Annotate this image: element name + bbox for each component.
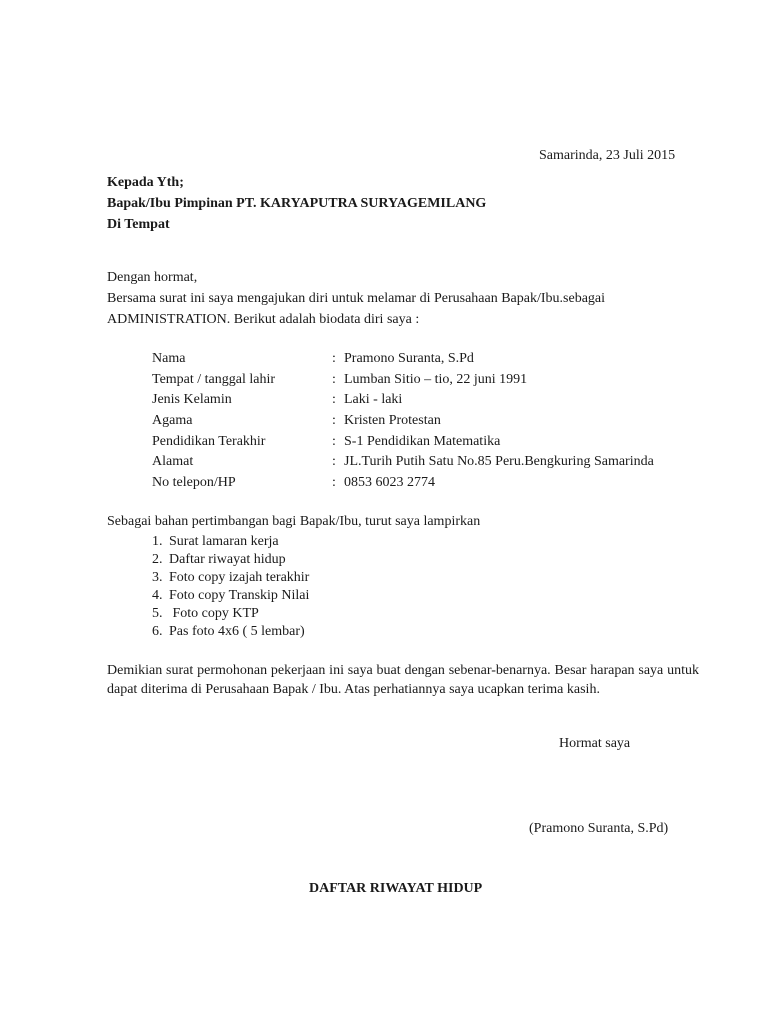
biodata-label: Agama [152, 413, 193, 428]
biodata-value: Laki - laki [344, 392, 403, 407]
intro-line-1: Bersama surat ini saya mengajukan diri untuk melamar di Perusahaan Bapak/Ibu.sebagai [107, 291, 606, 306]
biodata-colon: : [332, 475, 336, 490]
biodata-colon: : [332, 372, 336, 387]
list-item-text: Daftar riwayat hidup [169, 552, 286, 567]
biodata-colon: : [332, 351, 336, 366]
greeting: Dengan hormat, [107, 270, 198, 285]
biodata-label: Pendidikan Terakhir [152, 434, 266, 449]
list-item-text: Surat lamaran kerja [169, 534, 279, 549]
recipient-line-1: Kepada Yth; [107, 175, 184, 190]
list-item-number: 1. [152, 534, 163, 549]
list-item-text: Pas foto 4x6 ( 5 lembar) [169, 624, 305, 639]
biodata-value: S-1 Pendidikan Matematika [344, 434, 501, 449]
biodata-value: 0853 6023 2774 [344, 475, 435, 490]
biodata-value: Lumban Sitio – tio, 22 juni 1991 [344, 372, 528, 387]
biodata-label: No telepon/HP [152, 475, 236, 490]
list-item-number: 4. [152, 588, 163, 603]
list-item-text: Foto copy Transkip Nilai [169, 588, 310, 603]
intro-line-2: ADMINISTRATION. Berikut adalah biodata diri saya : [107, 312, 420, 327]
recipient-line-2: Bapak/Ibu Pimpinan PT. KARYAPUTRA SURYAGEMILANG [107, 196, 487, 211]
biodata-colon: : [332, 392, 336, 407]
signature-name: (Pramono Suranta, S.Pd) [529, 821, 669, 836]
biodata-value: JL.Turih Putih Satu No.85 Peru.Bengkuring Samarinda [344, 454, 654, 469]
biodata-label: Tempat / tanggal lahir [152, 372, 276, 387]
list-item-text: Foto copy izajah terakhir [169, 570, 310, 585]
biodata-colon: : [332, 434, 336, 449]
attachments-intro: Sebagai bahan pertimbangan bagi Bapak/Ibu, turut saya lampirkan [107, 514, 481, 529]
biodata-label: Jenis Kelamin [152, 392, 232, 407]
biodata-value: Pramono Suranta, S.Pd [344, 351, 474, 366]
recipient-line-3: Di Tempat [107, 217, 170, 232]
biodata-label: Alamat [152, 454, 194, 469]
next-section-title: DAFTAR RIWAYAT HIDUP [309, 881, 483, 896]
closing-paragraph: Demikian surat permohonan pekerjaan ini saya buat dengan sebenar-benarnya. Besar harapan saya untuk dapat diterima di Perusahaan Bapak / Ibu. Atas perhatiannya saya ucapkan terima kasih. [107, 663, 699, 697]
regards: Hormat saya [559, 736, 631, 751]
biodata-colon: : [332, 454, 336, 469]
place-date: Samarinda, 23 Juli 2015 [539, 148, 676, 163]
list-item-number: 2. [152, 552, 163, 567]
list-item-text: Foto copy KTP [169, 606, 259, 621]
biodata-label: Nama [152, 351, 186, 366]
biodata-colon: : [332, 413, 336, 428]
list-item-number: 3. [152, 570, 163, 585]
list-item-number: 5. [152, 606, 163, 621]
biodata-value: Kristen Protestan [344, 413, 441, 428]
list-item-number: 6. [152, 624, 163, 639]
